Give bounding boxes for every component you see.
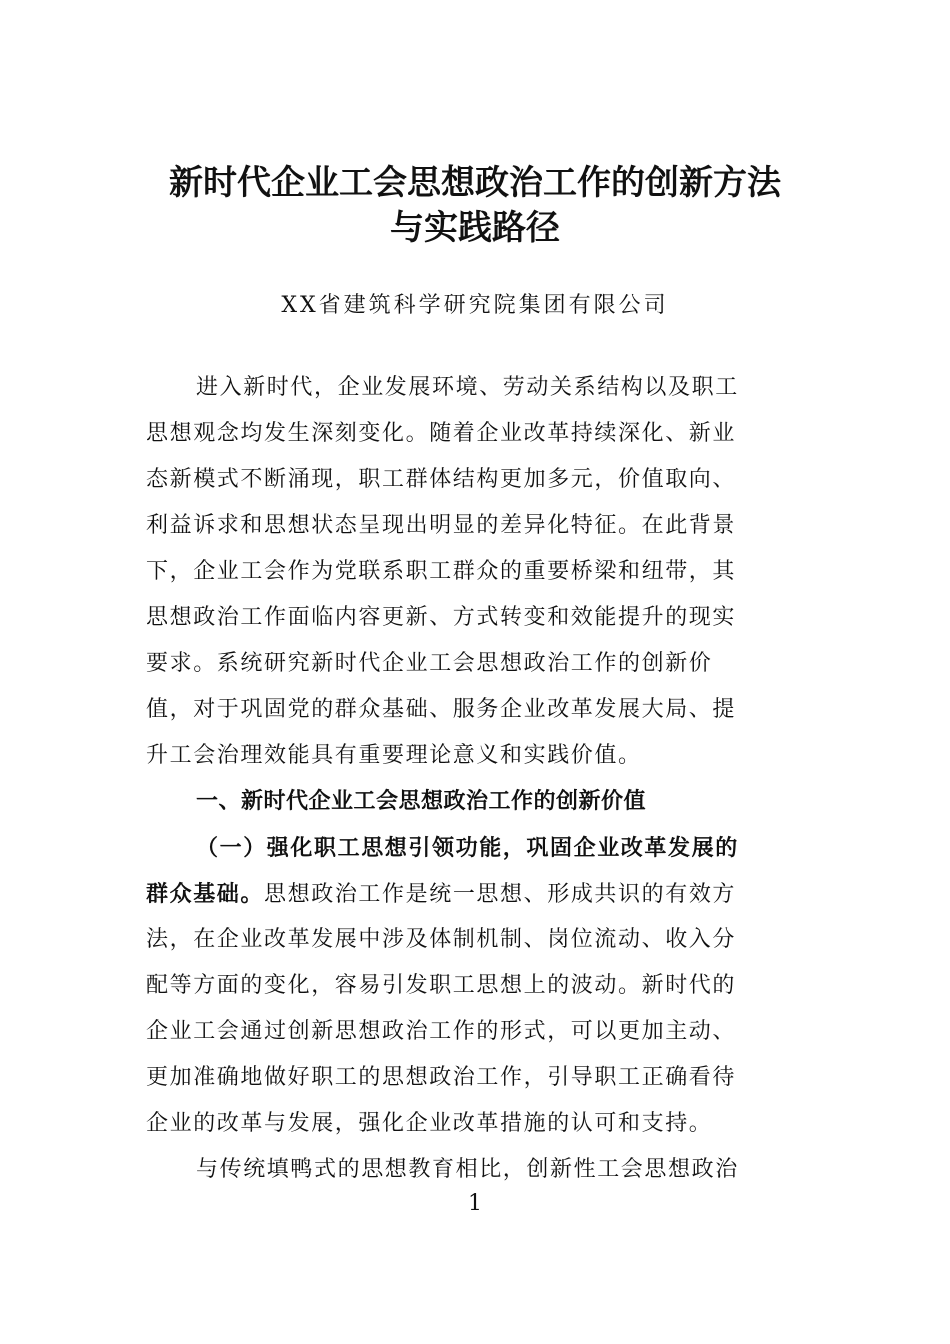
subsection-heading-tail: 群众基础。 [146,881,265,907]
document-title-line-2: 与实践路径 [390,208,560,248]
author-organization: XX省建筑科学研究院集团有限公司 [281,293,669,318]
section-heading: 一、新时代企业工会思想政治工作的创新价值 [196,789,647,814]
paragraph-line: 企业的改革与发展，强化企业改革措施的认可和支持。 [146,1111,713,1136]
paragraph-line: 企业工会通过创新思想政治工作的形式，可以更加主动、 [146,1019,737,1044]
paragraph-line: 思想政治工作面临内容更新、方式转变和效能提升的现实 [146,605,737,630]
page-number: 1 [468,1191,482,1216]
paragraph-line [146,871,786,917]
paragraph-line: 配等方面的变化，容易引发职工思想上的波动。新时代的 [146,973,737,998]
paragraph-line: 更加准确地做好职工的思想政治工作，引导职工正确看待 [146,1065,737,1090]
paragraph-line: 利益诉求和思想状态呈现出明显的差异化特征。在此背景 [146,513,737,538]
paragraph-line: 要求。系统研究新时代企业工会思想政治工作的创新价 [146,651,713,676]
subsection-heading: （一）强化职工思想引领功能，巩固企业改革发展的 [196,835,739,861]
document-title-line-1: 新时代企业工会思想政治工作的创新方法 [169,163,781,203]
paragraph-line: 思想观念均发生深刻变化。随着企业改革持续深化、新业 [146,421,737,446]
paragraph-line: 法，在企业改革发展中涉及体制机制、岗位流动、收入分 [146,927,737,952]
paragraph-text: 思想政治工作是统一思想、形成共识的有效方 [264,882,737,907]
document-body [146,365,786,1193]
paragraph-line: 态新模式不断涌现，职工群体结构更加多元，价值取向、 [146,467,737,492]
paragraph-line: 值，对于巩固党的群众基础、服务企业改革发展大局、提 [146,697,737,722]
paragraph-line: 进入新时代，企业发展环境、劳动关系结构以及职工 [196,375,739,400]
paragraph-line: 升工会治理效能具有重要理论意义和实践价值。 [146,743,642,768]
paragraph-line: 下，企业工会作为党联系职工群众的重要桥梁和纽带，其 [146,559,737,584]
paragraph-line: 与传统填鸭式的思想教育相比，创新性工会思想政治 [196,1157,739,1182]
